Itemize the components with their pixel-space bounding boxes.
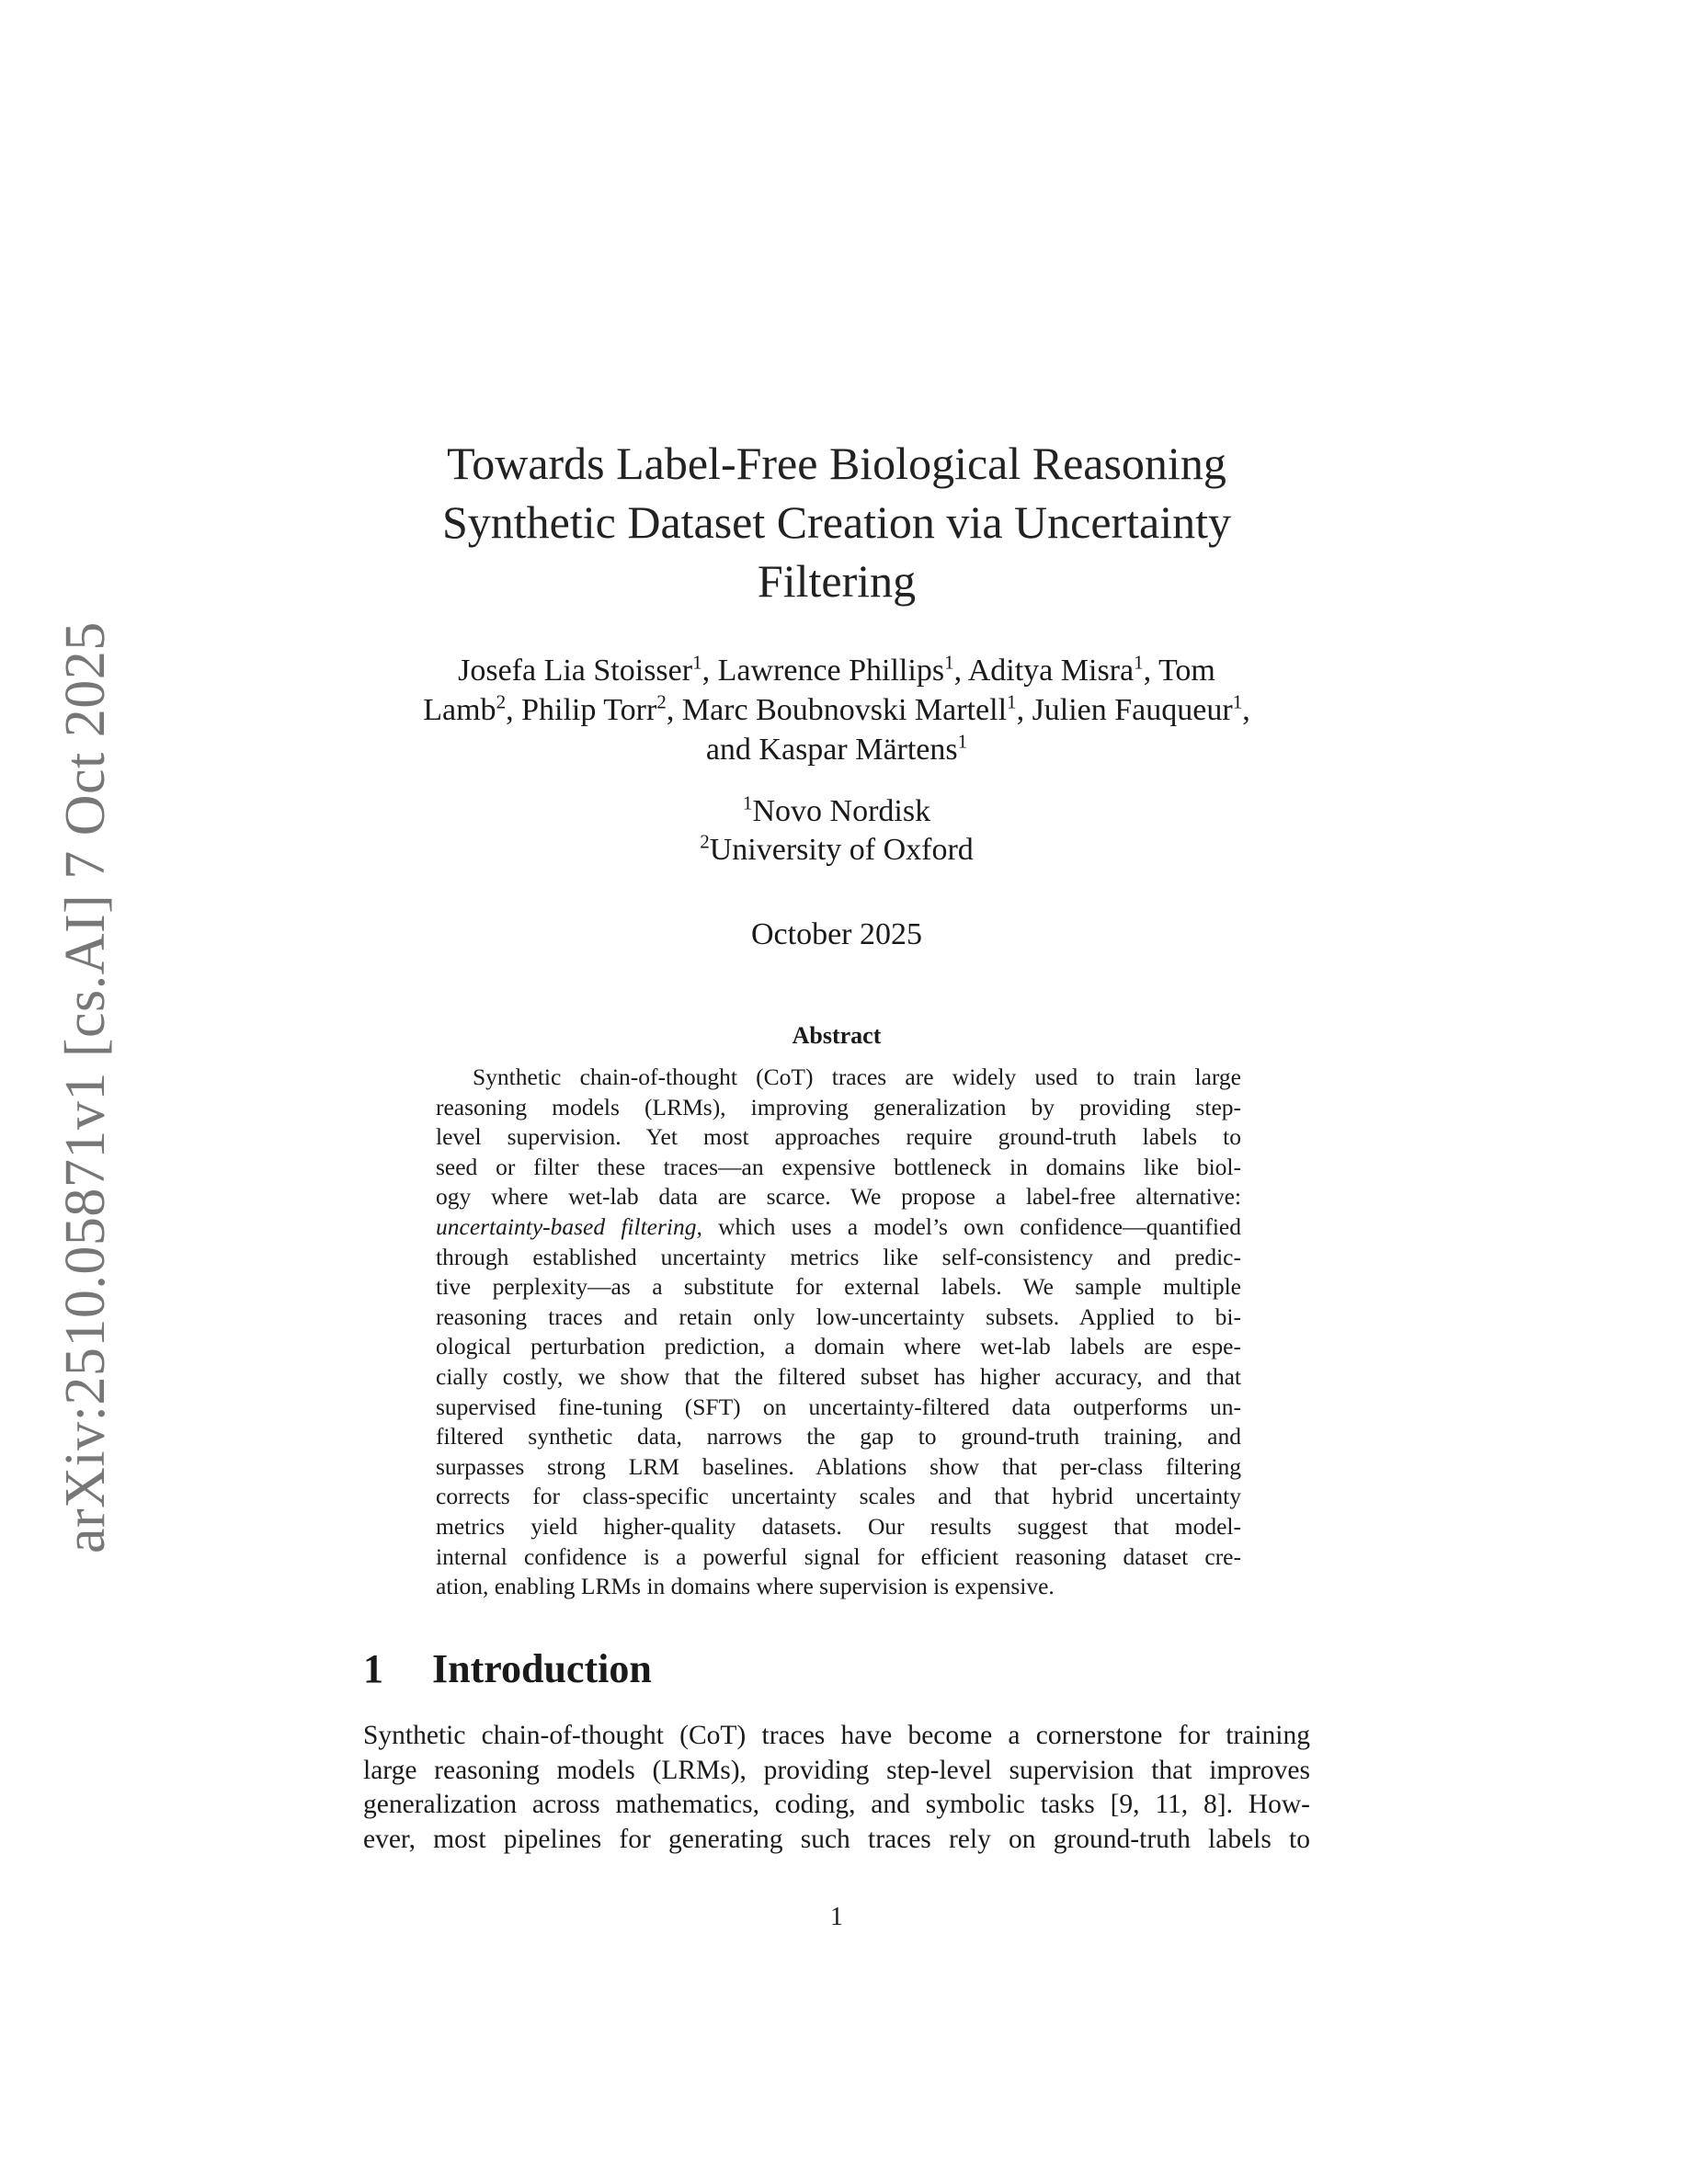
author-name: Kaspar Märtens <box>758 733 958 767</box>
arxiv-identifier-stamp: arXiv:2510.05871v1 [cs.AI] 7 Oct 2025 <box>54 621 117 1553</box>
affiliation-item <box>363 792 1310 831</box>
author-name-split-end: Lamb <box>423 693 496 727</box>
author-line-3: and Kaspar Märtens$^1$ <box>705 730 968 767</box>
section-heading-introduction <box>363 1645 652 1692</box>
affiliation-name: University of Oxford <box>709 833 974 867</box>
abstract-line: reasoning traces and retain only low-uncertainty subsets. Applied to bi- <box>436 1302 1241 1330</box>
intro-line: large reasoning models (LRMs), providing step-level supervision that improves <box>363 1755 1310 1785</box>
intro-line: ever, most pipelines for generating such traces rely on ground-truth labels to <box>363 1824 1310 1854</box>
abstract-body <box>436 1063 1241 1602</box>
author-affiliation-mark: 1 <box>1134 651 1144 674</box>
author-name: Marc Boubnovski Martell <box>681 693 1008 727</box>
abstract-line: reasoning models (LRMs), improving generalization by providing step- <box>436 1093 1241 1120</box>
affiliation-mark: 2 <box>700 830 710 853</box>
title-line-2: Synthetic Dataset Creation via Uncertainty <box>441 496 1232 548</box>
author-affiliation-mark: 2 <box>496 690 507 713</box>
page-number: 1 <box>830 1903 843 1931</box>
title-line-1: Towards Label-Free Biological Reasoning <box>447 438 1226 489</box>
abstract-line: ation, enabling LRMs in domains where supervision is expensive. <box>436 1573 1055 1600</box>
abstract-line: seed or filter these traces—an expensive bottleneck in domains like biol- <box>436 1153 1241 1180</box>
section-title: Introduction <box>432 1646 652 1691</box>
abstract-line: filtered synthetic data, narrows the gap to ground-truth training, and <box>436 1423 1241 1450</box>
affiliation-mark: 1 <box>742 791 753 814</box>
intro-line: Synthetic chain-of-thought (CoT) traces have become a cornerstone for training <box>363 1721 1310 1750</box>
introduction-body <box>363 1719 1310 1857</box>
abstract-line: metrics yield higher-quality datasets. Our results suggest that model- <box>436 1512 1241 1540</box>
author-name: Julien Fauqueur <box>1032 693 1233 727</box>
author-affiliation-mark: 1 <box>1232 690 1243 713</box>
abstract-line: ological perturbation prediction, a domain where wet-lab labels are espe- <box>436 1333 1241 1360</box>
title-line-3: Filtering <box>757 555 917 607</box>
abstract-line-rest: which uses a model’s own confidence—quantified <box>718 1212 1241 1240</box>
author-affiliation-mark: 1 <box>957 730 968 753</box>
author-affiliation-mark: 1 <box>944 651 954 674</box>
author-name: Aditya Misra <box>967 654 1135 688</box>
abstract-line: tive perplexity—as a substitute for external labels. We sample multiple <box>436 1273 1241 1301</box>
abstract-line: supervised fine-tuning (SFT) on uncertainty-filtered data outperforms un- <box>436 1393 1241 1420</box>
abstract-line: internal confidence is a powerful signal for efficient reasoning dataset cre- <box>436 1542 1241 1570</box>
author-affiliation-mark: 1 <box>1007 690 1017 713</box>
abstract-line: corrects for class-specific uncertainty scales and that hybrid uncertainty <box>436 1483 1241 1510</box>
author-name: Josefa Lia Stoisser <box>458 654 693 688</box>
affiliation-item <box>363 831 1310 870</box>
paper-title <box>363 434 1310 610</box>
publication-date: October 2025 <box>750 917 922 951</box>
abstract-line: cially costly, we show that the filtered subset has higher accuracy, and that <box>436 1362 1241 1390</box>
author-list <box>363 651 1310 769</box>
intro-line: generalization across mathematics, coding, and symbolic tasks [9, 11, 8]. How- <box>363 1790 1310 1819</box>
author-line-2: Lamb$^2$, Philip Torr$^2$, Marc Boubnovski Martell$^1$, Julien Fauqueur$^1$, <box>423 690 1250 727</box>
abstract-line-with-emphasis <box>436 1212 1241 1243</box>
abstract-line: level supervision. Yet most approaches require ground-truth labels to <box>436 1123 1241 1151</box>
section-number: 1 <box>363 1646 383 1691</box>
abstract-line: through established uncertainty metrics like self-consistency and predic- <box>436 1243 1241 1270</box>
abstract-line: ogy where wet-lab data are scarce. We propose a label-free alternative: <box>436 1183 1241 1211</box>
author-name: Lawrence Phillips <box>717 654 945 688</box>
author-affiliation-mark: 1 <box>692 651 702 674</box>
abstract-heading: Abstract <box>792 1022 882 1049</box>
abstract-line: surpasses strong LRM baselines. Ablations show that per-class filtering <box>436 1452 1241 1480</box>
abstract-emphasis: uncertainty-based filtering, <box>436 1212 702 1240</box>
author-affiliation-mark: 2 <box>656 690 667 713</box>
abstract-line: Synthetic chain-of-thought (CoT) traces are widely used to train large <box>473 1064 1241 1090</box>
author-name-split-start: Tom <box>1158 654 1215 688</box>
affiliation-list <box>363 792 1310 870</box>
author-name: Philip Torr <box>521 693 657 727</box>
affiliation-name: Novo Nordisk <box>752 794 931 828</box>
author-line-1: Josefa Lia Stoisser$^1$, Lawrence Phillips$^1$, Aditya Misra$^1$, Tom <box>458 651 1215 688</box>
